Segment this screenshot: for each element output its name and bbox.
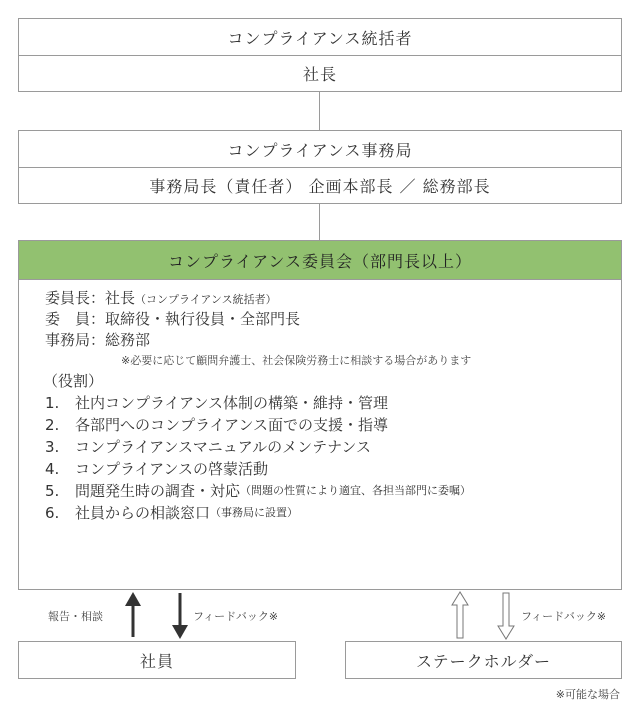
chair-note: （コンプライアンス統括者） [135,293,277,306]
office-title: コンプライアンス事務局 [19,131,621,168]
feedback-down-arrow-icon [172,593,188,639]
members-value: 取締役・執行役員・全部門長 [105,310,301,328]
employees-box: 社員 [18,641,296,679]
chair-value: 社長 [105,289,136,307]
roles-list [45,392,621,524]
role-text: 各部門へのコンプライアンス面での支援・指導 [75,416,389,434]
supervisor-title: コンプライアンス統括者 [19,19,621,56]
members-label: 委 員： [45,310,106,328]
role-text: 社内コンプライアンス体制の構築・維持・管理 [75,394,389,412]
report-label: 報告・相談 [48,610,103,623]
role-number: 6. [45,504,60,522]
role-number: 1. [45,394,60,412]
office-members: 事務局長（責任者） 企画本部長 ／ 総務部長 [149,177,491,196]
office-label: 事務局： [45,331,106,349]
compliance-office-box [18,130,622,204]
stakeholders-box: ステークホルダー [345,641,622,679]
chair-label: 委員長： [45,289,106,307]
report-up-arrow-icon [125,592,141,637]
stakeholder-down-arrow-icon [498,593,514,639]
supervisor-member: 社長 [302,65,337,84]
role-number: 5. [45,482,60,500]
role-item [45,480,621,502]
advisor-note: ※必要に応じて顧問弁護士、社会保険労務士に相談する場合があります [121,354,472,367]
role-text: コンプライアンスの啓蒙活動 [75,460,269,478]
roles-heading: （役割） [43,372,104,390]
role-text: コンプライアンスマニュアルのメンテナンス [75,438,371,456]
role-note: （事務局に設置） [210,506,299,519]
role-item [45,436,621,458]
role-item [45,392,621,414]
role-item [45,502,621,524]
committee-office [45,330,621,351]
connector-line [319,204,320,240]
role-number: 3. [45,438,60,456]
committee-chair [45,288,621,309]
compliance-supervisor-box [18,18,622,92]
footnote: ※可能な場合 [555,688,620,701]
connector-line [319,92,320,130]
stakeholder-up-arrow-icon [452,592,468,638]
committee-title: コンプライアンス委員会（部門長以上） [19,241,621,280]
compliance-committee-box [18,240,622,590]
role-item [45,458,621,480]
committee-members [45,309,621,330]
role-note: （問題の性質により適宜、各担当部門に委嘱） [240,484,472,497]
role-number: 4. [45,460,60,478]
stakeholder-feedback-label: フィードバック※ [521,610,607,623]
role-item [45,414,621,436]
role-number: 2. [45,416,60,434]
role-text: 社員からの相談窓口 [75,504,211,522]
role-text: 問題発生時の調査・対応 [75,482,241,500]
office-value: 総務部 [105,331,151,349]
feedback-label: フィードバック※ [193,610,279,623]
